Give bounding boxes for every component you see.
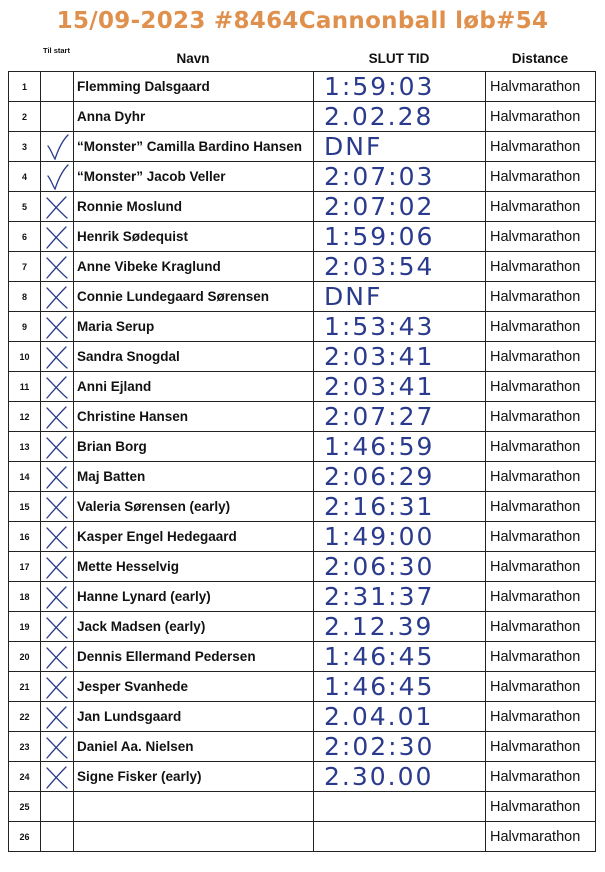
runner-name: Dennis Ellermand Pedersen — [74, 642, 314, 671]
row-number: 5 — [9, 192, 41, 221]
start-mark-cell — [41, 372, 74, 401]
distance-cell: Halvmarathon — [486, 72, 596, 101]
row-number: 25 — [9, 792, 41, 821]
distance-cell: Halvmarathon — [486, 132, 596, 161]
finish-time: 2.02.28 — [314, 102, 486, 131]
finish-time: 1:59:03 — [314, 72, 486, 101]
start-mark-cell — [41, 402, 74, 431]
start-mark-cell — [41, 822, 74, 851]
cross-mark-icon — [44, 584, 70, 610]
table-row — [9, 372, 596, 402]
header-distance: Distance — [511, 51, 569, 66]
runner-name: Anni Ejland — [74, 372, 314, 401]
row-number: 2 — [9, 102, 41, 131]
start-mark-cell — [41, 282, 74, 311]
finish-time: 1:46:45 — [314, 642, 486, 671]
row-number: 1 — [9, 72, 41, 101]
check-mark-icon — [44, 164, 70, 190]
runner-name: Hanne Lynard (early) — [74, 582, 314, 611]
cross-mark-icon — [44, 254, 70, 280]
finish-time: 1:53:43 — [314, 312, 486, 341]
runner-name — [74, 822, 314, 851]
table-row — [9, 702, 596, 732]
start-mark-cell — [41, 192, 74, 221]
distance-cell: Halvmarathon — [486, 552, 596, 581]
cross-mark-icon — [44, 464, 70, 490]
row-number: 14 — [9, 462, 41, 491]
distance-cell: Halvmarathon — [486, 792, 596, 821]
row-number: 8 — [9, 282, 41, 311]
table-row — [9, 72, 596, 102]
distance-cell: Halvmarathon — [486, 702, 596, 731]
distance-cell: Halvmarathon — [486, 162, 596, 191]
runner-name: Daniel Aa. Nielsen — [74, 732, 314, 761]
results-table — [8, 71, 596, 852]
finish-time: 2:03:54 — [314, 252, 486, 281]
table-row — [9, 342, 596, 372]
row-number: 6 — [9, 222, 41, 251]
finish-time: 2:06:30 — [314, 552, 486, 581]
start-mark-cell — [41, 672, 74, 701]
table-row — [9, 492, 596, 522]
runner-name: “Monster” Camilla Bardino Hansen — [74, 132, 314, 161]
row-number: 19 — [9, 612, 41, 641]
table-row — [9, 162, 596, 192]
runner-name — [74, 792, 314, 821]
table-row — [9, 222, 596, 252]
cross-mark-icon — [44, 344, 70, 370]
row-number: 10 — [9, 342, 41, 371]
finish-time: 1:46:59 — [314, 432, 486, 461]
runner-name: Brian Borg — [74, 432, 314, 461]
row-number: 21 — [9, 672, 41, 701]
table-row — [9, 252, 596, 282]
distance-cell: Halvmarathon — [486, 372, 596, 401]
start-mark-cell — [41, 252, 74, 281]
row-number: 23 — [9, 732, 41, 761]
finish-time: DNF — [314, 282, 486, 311]
table-row — [9, 192, 596, 222]
row-number: 11 — [9, 372, 41, 401]
runner-name: Henrik Sødequist — [74, 222, 314, 251]
table-row — [9, 522, 596, 552]
distance-cell: Halvmarathon — [486, 762, 596, 791]
cross-mark-icon — [44, 644, 70, 670]
header-til-start: Til start — [43, 46, 70, 55]
start-mark-cell — [41, 432, 74, 461]
cross-mark-icon — [44, 224, 70, 250]
finish-time: 2:16:31 — [314, 492, 486, 521]
start-mark-cell — [41, 72, 74, 101]
distance-cell: Halvmarathon — [486, 732, 596, 761]
finish-time: DNF — [314, 132, 486, 161]
table-row — [9, 612, 596, 642]
finish-time: 2.12.39 — [314, 612, 486, 641]
start-mark-cell — [41, 642, 74, 671]
finish-time: 2.30.00 — [314, 762, 486, 791]
distance-cell: Halvmarathon — [486, 672, 596, 701]
finish-time: 2:07:02 — [314, 192, 486, 221]
table-row — [9, 102, 596, 132]
finish-time: 2:03:41 — [314, 342, 486, 371]
table-row — [9, 582, 596, 612]
finish-time: 2:03:41 — [314, 372, 486, 401]
row-number: 3 — [9, 132, 41, 161]
start-mark-cell — [41, 732, 74, 761]
check-mark-icon — [44, 134, 70, 160]
finish-time: 2:31:37 — [314, 582, 486, 611]
finish-time: 2:07:03 — [314, 162, 486, 191]
row-number: 20 — [9, 642, 41, 671]
start-mark-cell — [41, 342, 74, 371]
row-number: 4 — [9, 162, 41, 191]
runner-name: Anne Vibeke Kraglund — [74, 252, 314, 281]
runner-name: Valeria Sørensen (early) — [74, 492, 314, 521]
start-mark-cell — [41, 312, 74, 341]
runner-name: Jan Lundsgaard — [74, 702, 314, 731]
start-mark-cell — [41, 222, 74, 251]
start-mark-cell — [41, 552, 74, 581]
row-number: 22 — [9, 702, 41, 731]
start-mark-cell — [41, 462, 74, 491]
distance-cell: Halvmarathon — [486, 432, 596, 461]
cross-mark-icon — [44, 554, 70, 580]
finish-time — [314, 822, 486, 851]
finish-time: 2:06:29 — [314, 462, 486, 491]
row-number: 15 — [9, 492, 41, 521]
cross-mark-icon — [44, 374, 70, 400]
cross-mark-icon — [44, 764, 70, 790]
runner-name: Christine Hansen — [74, 402, 314, 431]
finish-time: 1:59:06 — [314, 222, 486, 251]
table-row — [9, 432, 596, 462]
cross-mark-icon — [44, 194, 70, 220]
cross-mark-icon — [44, 314, 70, 340]
distance-cell: Halvmarathon — [486, 492, 596, 521]
row-number: 12 — [9, 402, 41, 431]
start-mark-cell — [41, 582, 74, 611]
row-number: 17 — [9, 552, 41, 581]
distance-cell: Halvmarathon — [486, 522, 596, 551]
finish-time: 1:49:00 — [314, 522, 486, 551]
runner-name: “Monster” Jacob Veller — [74, 162, 314, 191]
finish-time — [314, 792, 486, 821]
cross-mark-icon — [44, 284, 70, 310]
cross-mark-icon — [44, 674, 70, 700]
distance-cell: Halvmarathon — [486, 642, 596, 671]
distance-cell: Halvmarathon — [486, 342, 596, 371]
table-row — [9, 312, 596, 342]
cross-mark-icon — [44, 494, 70, 520]
cross-mark-icon — [44, 704, 70, 730]
row-number: 18 — [9, 582, 41, 611]
distance-cell: Halvmarathon — [486, 192, 596, 221]
distance-cell: Halvmarathon — [486, 312, 596, 341]
header-navn: Navn — [176, 51, 210, 66]
distance-cell: Halvmarathon — [486, 252, 596, 281]
runner-name: Ronnie Moslund — [74, 192, 314, 221]
table-row — [9, 462, 596, 492]
table-row — [9, 792, 596, 822]
row-number: 16 — [9, 522, 41, 551]
row-number: 9 — [9, 312, 41, 341]
cross-mark-icon — [44, 524, 70, 550]
runner-name: Maj Batten — [74, 462, 314, 491]
runner-name: Maria Serup — [74, 312, 314, 341]
cross-mark-icon — [44, 614, 70, 640]
table-row — [9, 132, 596, 162]
start-mark-cell — [41, 762, 74, 791]
distance-cell: Halvmarathon — [486, 222, 596, 251]
runner-name: Jesper Svanhede — [74, 672, 314, 701]
cross-mark-icon — [44, 434, 70, 460]
distance-cell: Halvmarathon — [486, 402, 596, 431]
table-row — [9, 732, 596, 762]
cross-mark-icon — [44, 734, 70, 760]
runner-name: Flemming Dalsgaard — [74, 72, 314, 101]
row-number: 7 — [9, 252, 41, 281]
finish-time: 2:02:30 — [314, 732, 486, 761]
start-mark-cell — [41, 132, 74, 161]
distance-cell: Halvmarathon — [486, 582, 596, 611]
row-number: 13 — [9, 432, 41, 461]
start-mark-cell — [41, 702, 74, 731]
table-row — [9, 552, 596, 582]
runner-name: Jack Madsen (early) — [74, 612, 314, 641]
start-mark-cell — [41, 522, 74, 551]
header-slut-tid: SLUT TID — [368, 51, 430, 66]
runner-name: Kasper Engel Hedegaard — [74, 522, 314, 551]
start-mark-cell — [41, 102, 74, 131]
table-row — [9, 642, 596, 672]
table-row — [9, 402, 596, 432]
distance-cell: Halvmarathon — [486, 282, 596, 311]
page-title: 15/09-2023 #8464Cannonball løb#54 — [56, 8, 549, 34]
finish-time: 2:07:27 — [314, 402, 486, 431]
distance-cell: Halvmarathon — [486, 462, 596, 491]
table-row — [9, 762, 596, 792]
finish-time: 2.04.01 — [314, 702, 486, 731]
start-mark-cell — [41, 162, 74, 191]
distance-cell: Halvmarathon — [486, 102, 596, 131]
runner-name: Anna Dyhr — [74, 102, 314, 131]
runner-name: Mette Hesselvig — [74, 552, 314, 581]
finish-time: 1:46:45 — [314, 672, 486, 701]
start-mark-cell — [41, 612, 74, 641]
row-number: 24 — [9, 762, 41, 791]
runner-name: Signe Fisker (early) — [74, 762, 314, 791]
distance-cell: Halvmarathon — [486, 612, 596, 641]
runner-name: Sandra Snogdal — [74, 342, 314, 371]
runner-name: Connie Lundegaard Sørensen — [74, 282, 314, 311]
table-row — [9, 672, 596, 702]
distance-cell: Halvmarathon — [486, 822, 596, 851]
table-row — [9, 822, 596, 852]
row-number: 26 — [9, 822, 41, 851]
start-mark-cell — [41, 792, 74, 821]
table-row — [9, 282, 596, 312]
cross-mark-icon — [44, 404, 70, 430]
start-mark-cell — [41, 492, 74, 521]
